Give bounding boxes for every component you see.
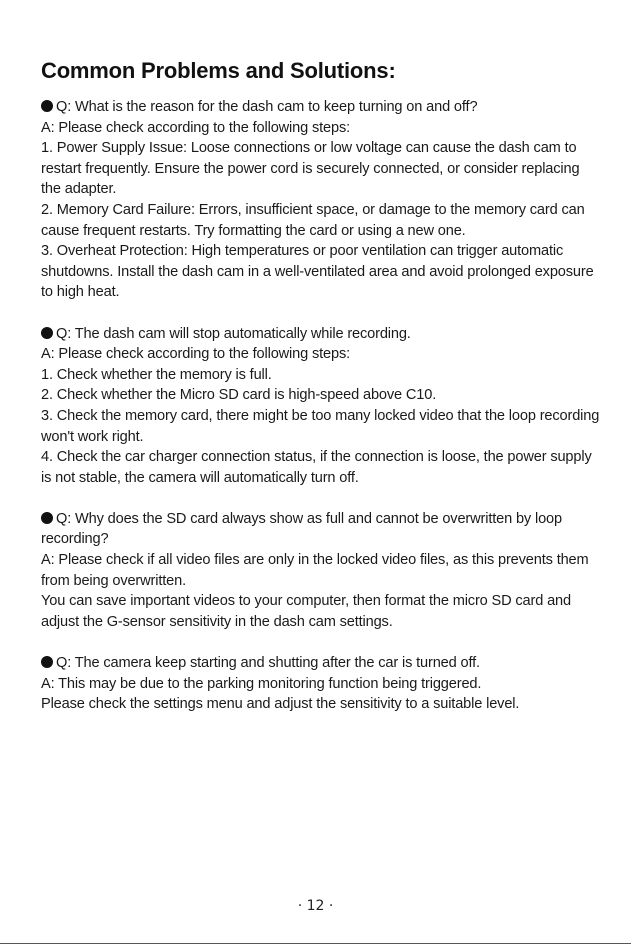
answer-line: 2. Check whether the Micro SD card is high-speed above C10. [41, 387, 437, 404]
answer-line: 3. Check the memory card, there might be too many locked video that the loop recording won't work right. [41, 407, 600, 445]
answer-intro: A: Please check if all video files are only in the locked video files, as this prevents them from being overwritten. [41, 552, 589, 589]
bullet-icon [41, 656, 53, 668]
answer-line: Please check the settings menu and adjust the sensitivity to a suitable level. [41, 696, 520, 713]
answer-line: 2. Memory Card Failure: Errors, insufficient space, or damage to the memory card can cause frequent restarts. Try formatting the card or using a new one. [41, 201, 585, 239]
answer-line: 1. Check whether the memory is full. [41, 366, 272, 383]
question [41, 97, 603, 118]
answer-intro: A: Please check according to the following steps: [41, 119, 351, 136]
page-title: Common Problems and Solutions: [41, 58, 396, 83]
answer-line: 3. Overheat Protection: High temperatures or poor ventilation can trigger automatic shutdowns. Install the dash cam in a well-ventilated area and avoid prolonged exposure to high heat. [41, 243, 594, 301]
answer-line: You can save important videos to your computer, then format the micro SD card and adjust the G-sensor sensitivity in the dash cam settings. [41, 593, 571, 630]
answer-intro: A: Please check according to the following steps: [41, 346, 351, 363]
question-text: Q: What is the reason for the dash cam to keep turning on and off? [56, 99, 478, 115]
bullet-icon [41, 327, 53, 339]
answer-line: 1. Power Supply Issue: Loose connections or low voltage can cause the dash cam to restart frequently. Ensure the power cord is securely connected, or consider replacing the adapter. [41, 140, 580, 198]
bottom-divider [0, 943, 631, 944]
faq-item [41, 509, 603, 633]
question-text: Q: The camera keep starting and shutting after the car is turned off. [56, 655, 480, 672]
faq-item [41, 324, 603, 489]
answer-intro: A: This may be due to the parking monitoring function being triggered. [41, 675, 482, 692]
faq-item [41, 653, 603, 715]
bullet-icon [41, 100, 53, 112]
faq-content [41, 97, 603, 735]
question [41, 324, 603, 345]
question-text: Q: The dash cam will stop automatically while recording. [56, 325, 411, 342]
question-text: Q: Why does the SD card always show as full and cannot be overwritten by loop recording? [41, 510, 562, 548]
question [41, 509, 603, 550]
question [41, 653, 603, 674]
bullet-icon [41, 512, 53, 524]
answer-line: 4. Check the car charger connection status, if the connection is loose, the power supply is not stable, the camera will automatically turn off. [41, 449, 592, 486]
faq-item [41, 97, 603, 303]
page-number: · 12 · [297, 898, 334, 914]
